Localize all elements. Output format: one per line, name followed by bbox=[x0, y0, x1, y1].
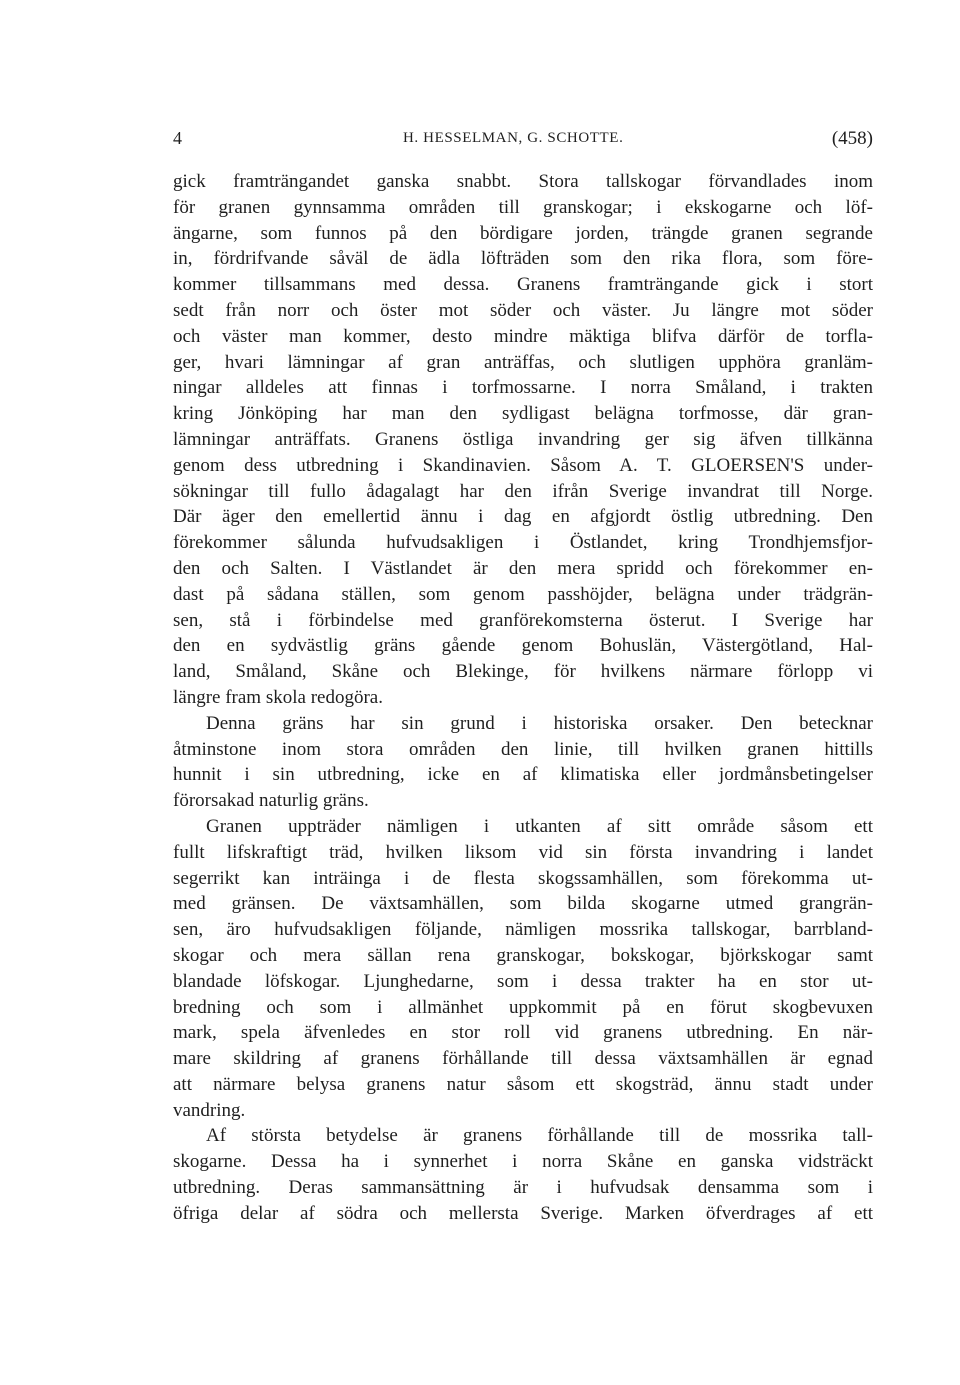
text-line: för granen gynnsamma områden till granskogar; i ekskogarne och löf- bbox=[173, 196, 873, 218]
text-line: vandring. bbox=[173, 1099, 246, 1121]
text-line: hunnit i sin utbredning, icke en af klimatiska eller jordmånsbetingelser bbox=[173, 764, 873, 786]
text-line: öfriga delar af södra och mellersta Sverige. Marken öfverdrages af ett bbox=[173, 1202, 873, 1224]
text-line: Af största betydelse är granens förhållande till de mossrika tall- bbox=[206, 1125, 873, 1147]
text-line: den och Salten. I Västlandet är den mera spridd och förekommer en- bbox=[173, 557, 873, 579]
text-line: Granen uppträder nämligen i utkanten af sitt område såsom ett bbox=[206, 815, 873, 837]
text-line: med gränsen. De växtsamhällen, som bilda skogarne utmed grangrän- bbox=[173, 893, 873, 915]
text-line: sen, äro hufvudsakligen följande, nämligen mossrika tallskogar, barrbland- bbox=[173, 919, 873, 941]
text-line: och väster man kommer, desto mindre mäktiga blifva därför de torfla- bbox=[173, 325, 873, 347]
text-line: utbredning. Deras sammansättning är i hufvudsak densamma som i bbox=[173, 1177, 873, 1199]
text-line: förekommer sålunda hufvudsakligen i Östlandet, kring Trondhjemsfjor- bbox=[173, 532, 873, 554]
text-line: den en sydvästlig gräns gående genom Bohuslän, Västergötland, Hal- bbox=[173, 635, 873, 657]
text-line: ger, hvari lämningar af gran anträffas, och slutligen upphöra granläm- bbox=[173, 351, 873, 373]
text-line: in, fördrifvande såväl de ädla löfträden som den rika flora, som före- bbox=[173, 248, 873, 270]
text-line: kring Jönköping har man den sydligast belägna torfmosse, där gran- bbox=[173, 403, 873, 425]
text-line: sen, stå i förbindelse med granförekomsterna österut. I Sverige har bbox=[173, 609, 873, 631]
text-line: kommer tillsammans med dessa. Granens framträngande gick i stort bbox=[173, 274, 873, 296]
text-line: sedt från norr och öster mot söder och väster. Ju längre mot söder bbox=[173, 299, 873, 321]
text-line: mare skildring af granens förhållande till dessa växtsamhällen är egnad bbox=[173, 1048, 873, 1070]
text-line: mark, spela äfvenledes en stor roll vid granens utbredning. En när- bbox=[173, 1022, 873, 1044]
series-page-number: (458) bbox=[831, 128, 873, 149]
text-line: segerrikt kan inträinga i de flesta skogssamhällen, som förekomma ut- bbox=[173, 867, 873, 889]
text-line: bredning och som i allmänhet uppkommit på en förut skogbevuxen bbox=[173, 996, 873, 1018]
text-line: sökningar till fullo ådagalagt har den ifrån Sverige invandrat till Norge. bbox=[173, 480, 873, 502]
page-header bbox=[173, 128, 873, 158]
text-line: fullt lifskraftigt träd, hvilken liksom vid sin första invandring i landet bbox=[173, 841, 873, 863]
text-line: skogarne. Dessa ha i synnerhet i norra Skåne en ganska vidsträckt bbox=[173, 1151, 873, 1173]
running-head: H. HESSELMAN, G. SCHOTTE. bbox=[403, 130, 624, 146]
text-line: förorsakad naturlig gräns. bbox=[173, 790, 369, 812]
text-line: längre fram skola redogöra. bbox=[173, 686, 383, 708]
text-line: genom dess utbredning i Skandinavien. Såsom A. T. GLOERSEN'S under- bbox=[173, 454, 873, 476]
page-number: 4 bbox=[173, 128, 182, 148]
text-line: åtminstone inom stora områden den linie, till hvilken granen hittills bbox=[173, 738, 873, 760]
text-line: land, Småland, Skåne och Blekinge, för hvilkens närmare förlopp vi bbox=[173, 661, 873, 683]
text-line: Där äger den emellertid ännu i dag en afgjordt östlig utbredning. Den bbox=[173, 506, 873, 528]
text-line: gick framträngandet ganska snabbt. Stora tallskogar förvandlades inom bbox=[173, 171, 873, 192]
text-line: att närmare belysa granens natur såsom ett skogsträd, ännu stadt under bbox=[173, 1073, 873, 1095]
text-line: dast på sådana ställen, som genom passhöjder, belägna under trädgrän- bbox=[173, 583, 873, 605]
body-text bbox=[173, 169, 873, 1227]
text-line: Denna gräns har sin grund i historiska orsaker. Den betecknar bbox=[206, 712, 873, 734]
text-line: ningar alldeles att finnas i torfmossarne. I norra Småland, i trakten bbox=[173, 377, 873, 399]
text-line: lämningar anträffats. Granens östliga invandring ger sig äfven tillkänna bbox=[173, 428, 873, 450]
text-line: ängarne, som funnos på den bördigare jorden, trängde granen segrande bbox=[173, 222, 873, 244]
text-line: blandade löfskogar. Ljunghedarne, som i dessa trakter ha en stor ut- bbox=[173, 970, 873, 992]
text-line: skogar och mera sällan rena granskogar, bokskogar, björkskogar samt bbox=[173, 944, 873, 966]
